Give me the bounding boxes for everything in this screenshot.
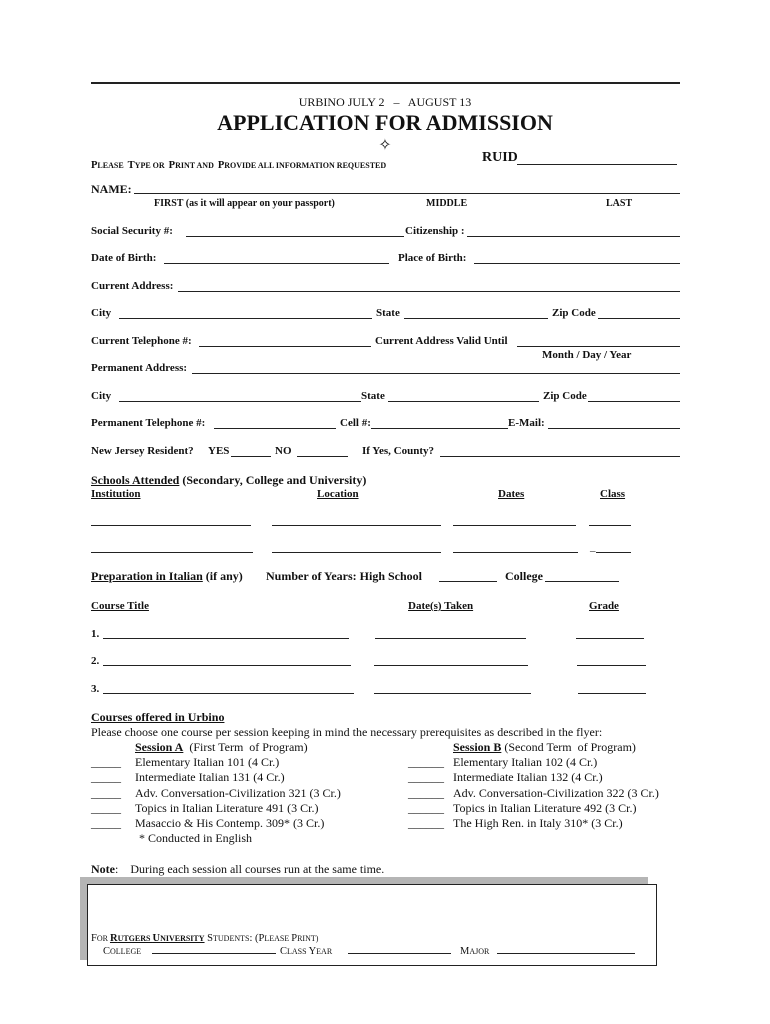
ssn-field[interactable]	[186, 236, 404, 237]
valid-until-field[interactable]	[517, 346, 680, 347]
session-a-heading: Session A (First Term of Program)	[135, 740, 308, 754]
courses-instruction: Please choose one course per session keeping in mind the necessary prerequisites as described in the flyer:	[91, 725, 603, 739]
current-address-field[interactable]	[178, 291, 680, 292]
top-rule	[91, 82, 680, 84]
valid-until-label: Current Address Valid Until	[375, 335, 508, 347]
current-address-label: Current Address:	[91, 280, 174, 292]
current-phone-label: Current Telephone #:	[91, 335, 192, 347]
rutgers-class-year-label: CLASS YEAR	[280, 946, 333, 957]
instructions: PLEASE TYPE OR PRINT AND PROVIDE ALL INFORMATION REQUESTED	[91, 160, 387, 171]
course-row-2-num: 2.	[91, 655, 100, 667]
program-dates: URBINO JULY 2 – AUGUST 13	[298, 95, 472, 109]
session-a-item-4: Topics in Italian Literature 491 (3 Cr.)	[135, 801, 319, 815]
no-field[interactable]	[297, 456, 348, 457]
session-b-item-1: Elementary Italian 102 (4 Cr.)	[453, 755, 598, 769]
course3-title[interactable]	[103, 693, 354, 694]
session-note: Note: During each session all courses run at the same time.	[91, 862, 385, 876]
email-field[interactable]	[548, 428, 680, 429]
pob-field[interactable]	[474, 263, 680, 264]
cell-label: Cell #:	[340, 417, 371, 429]
name-middle-caption: MIDDLE	[426, 198, 468, 209]
city-label: City	[91, 307, 112, 319]
session-a-item-5: Masaccio & His Contemp. 309* (3 Cr.)	[135, 816, 325, 830]
state-field[interactable]	[404, 318, 548, 319]
county-label: If Yes, County?	[362, 445, 435, 457]
course-row-3-num: 3.	[91, 683, 100, 695]
session-b-item-3: Adv. Conversation-Civilization 322 (3 Cr.)	[453, 786, 659, 800]
state2-field[interactable]	[388, 401, 539, 402]
zip2-field[interactable]	[588, 401, 680, 402]
zip-label: Zip Code	[552, 307, 596, 319]
courses-heading: Courses offered in Urbino	[91, 710, 225, 724]
col-location: Location	[317, 488, 359, 500]
col-dates-taken: Date(s) Taken	[408, 600, 474, 612]
no-label: NO	[275, 445, 292, 457]
name-last-caption: LAST	[606, 198, 633, 209]
name-first-caption: FIRST (as it will appear on your passport)	[154, 198, 335, 209]
session-a-item-4-blank[interactable]: _____	[91, 801, 121, 815]
course-row-1-num: 1.	[91, 628, 100, 640]
session-a-item-3: Adv. Conversation-Civilization 321 (3 Cr.)	[135, 786, 341, 800]
rutgers-college-label: COLLEGE	[103, 946, 142, 957]
zip2-label: Zip Code	[543, 390, 587, 402]
school2-class-dash: _	[590, 541, 596, 553]
course2-grade[interactable]	[577, 665, 646, 666]
state-label: State	[376, 307, 400, 319]
course1-grade[interactable]	[576, 638, 644, 639]
col-class: Class	[600, 488, 626, 500]
session-b-item-3-blank[interactable]: ______	[408, 786, 444, 800]
perm-phone-label: Permanent Telephone #:	[91, 417, 206, 429]
ssn-label: Social Security #:	[91, 225, 173, 237]
college-years-label: College	[505, 569, 543, 583]
email-label: E-Mail:	[508, 417, 545, 429]
course1-dates[interactable]	[375, 638, 526, 639]
session-b-item-1-blank[interactable]: ______	[408, 755, 444, 769]
school1-location[interactable]	[272, 525, 441, 526]
session-b-item-5: The High Ren. in Italy 310* (3 Cr.)	[453, 816, 623, 830]
pob-label: Place of Birth:	[398, 252, 467, 264]
col-course-title: Course Title	[91, 600, 149, 612]
perm-phone-field[interactable]	[214, 428, 336, 429]
session-a-item-2-blank[interactable]: _____	[91, 770, 121, 784]
school2-location[interactable]	[272, 552, 441, 553]
city-field[interactable]	[119, 318, 372, 319]
session-b-item-5-blank[interactable]: ______	[408, 816, 444, 830]
state2-label: State	[361, 390, 385, 402]
permanent-address-field[interactable]	[192, 373, 680, 374]
course2-title[interactable]	[103, 665, 351, 666]
nj-resident-label: New Jersey Resident?	[91, 445, 194, 457]
name-label: NAME:	[91, 182, 132, 196]
form-title: APPLICATION FOR ADMISSION	[217, 110, 553, 135]
session-a-item-2: Intermediate Italian 131 (4 Cr.)	[135, 770, 285, 784]
ornament-icon: ✧	[378, 135, 392, 154]
yes-field[interactable]	[231, 456, 271, 457]
schools-heading: Schools Attended (Secondary, College and University)	[91, 473, 367, 487]
school2-dates[interactable]	[453, 552, 578, 553]
session-b-item-4-blank[interactable]: ______	[408, 801, 444, 815]
citizenship-label: Citizenship :	[405, 225, 465, 237]
name-field[interactable]	[134, 193, 680, 194]
session-b-item-2-blank[interactable]: ______	[408, 770, 444, 784]
school1-dates[interactable]	[453, 525, 576, 526]
county-field[interactable]	[440, 456, 680, 457]
city2-label: City	[91, 390, 112, 402]
session-a-item-1: Elementary Italian 101 (4 Cr.)	[135, 755, 280, 769]
session-a-item-3-blank[interactable]: _____	[91, 786, 121, 800]
rutgers-major-field[interactable]	[497, 953, 635, 954]
school1-institution[interactable]	[91, 525, 251, 526]
course3-dates[interactable]	[374, 693, 531, 694]
col-grade: Grade	[589, 600, 619, 612]
italian-heading: Preparation in Italian (if any)	[91, 569, 243, 583]
rutgers-class-year-field[interactable]	[348, 953, 451, 954]
session-b-item-4: Topics in Italian Literature 492 (3 Cr.)	[453, 801, 637, 815]
session-a-item-5-blank[interactable]: _____	[91, 816, 121, 830]
school2-class[interactable]	[596, 552, 631, 553]
month-day-year-caption: Month / Day / Year	[542, 349, 632, 361]
cell-field[interactable]	[371, 428, 508, 429]
rutgers-college-field[interactable]	[152, 953, 276, 954]
ruid-label: RUID	[482, 150, 518, 165]
city2-field[interactable]	[119, 401, 361, 402]
col-institution: Institution	[91, 488, 141, 500]
permanent-address-label: Permanent Address:	[91, 362, 188, 374]
years-label: Number of Years: High School	[266, 569, 422, 583]
session-a-item-1-blank[interactable]: _____	[91, 755, 121, 769]
rutgers-heading: FOR RUTGERS UNIVERSITY STUDENTS: (PLEASE PRINT)	[91, 933, 319, 944]
citizenship-field[interactable]	[467, 236, 680, 237]
dob-field[interactable]	[164, 263, 389, 264]
rutgers-major-label: MAJOR	[460, 946, 490, 957]
dob-label: Date of Birth:	[91, 252, 157, 264]
session-a-note: * Conducted in English	[139, 831, 252, 845]
course2-dates[interactable]	[374, 665, 528, 666]
zip-field[interactable]	[598, 318, 680, 319]
college-years-field[interactable]	[545, 581, 619, 582]
col-dates: Dates	[498, 488, 525, 500]
session-b-item-2: Intermediate Italian 132 (4 Cr.)	[453, 770, 603, 784]
yes-label: YES	[208, 445, 230, 457]
session-b-heading: Session B (Second Term of Program)	[453, 740, 636, 754]
school2-institution[interactable]	[91, 552, 253, 553]
ruid-field[interactable]	[517, 164, 677, 165]
course1-title[interactable]	[103, 638, 349, 639]
school1-class[interactable]	[589, 525, 631, 526]
course3-grade[interactable]	[578, 693, 646, 694]
high-school-field[interactable]	[439, 581, 497, 582]
current-phone-field[interactable]	[199, 346, 371, 347]
